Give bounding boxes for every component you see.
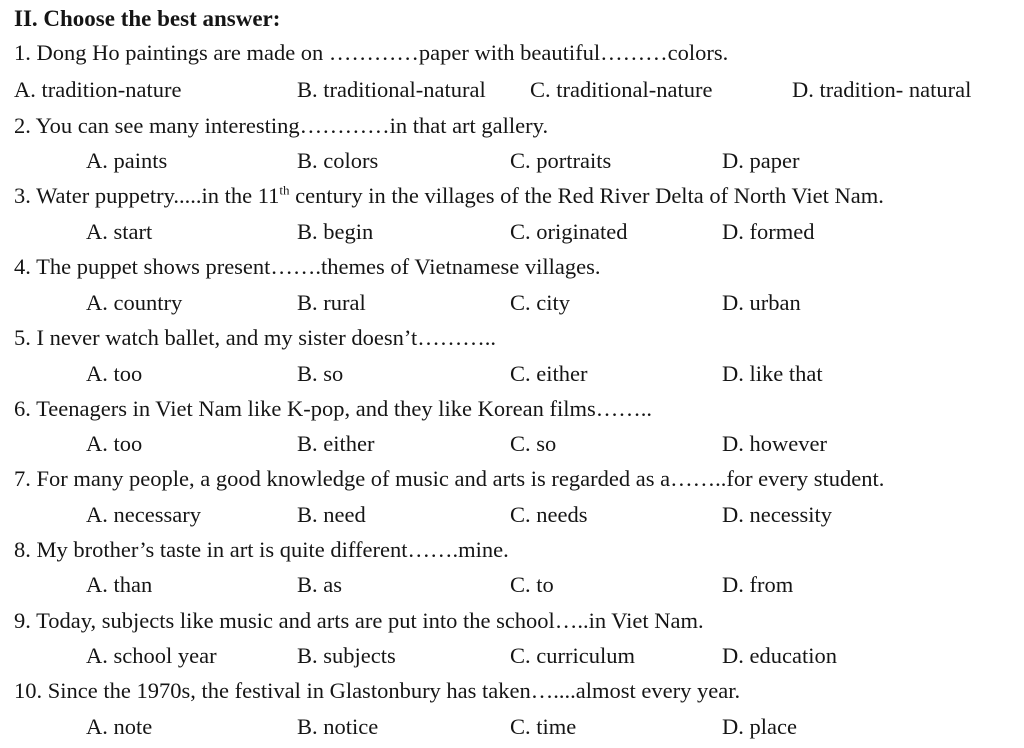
option-a[interactable]: A. necessary [86, 502, 201, 527]
option-c[interactable]: C. either [510, 361, 588, 386]
question-6 [14, 394, 652, 424]
question-number: 3. [14, 183, 31, 208]
question-9 [14, 606, 704, 636]
question-number: 4. [14, 254, 31, 279]
question-text: You can see many interesting…………in that art gallery. [35, 113, 549, 138]
option-b[interactable]: B. as [297, 572, 342, 597]
option-c[interactable]: C. portraits [510, 148, 612, 173]
question-5 [14, 323, 496, 353]
option-c[interactable]: C. originated [510, 219, 628, 244]
question-text: Today, subjects like music and arts are put into the school…..in Viet Nam. [36, 608, 704, 633]
ordinal-suffix: th [279, 182, 290, 198]
option-a[interactable]: A. school year [86, 643, 217, 668]
question-1 [14, 38, 728, 68]
option-b[interactable]: B. begin [297, 219, 374, 244]
question-number: 7. [14, 466, 31, 491]
option-d[interactable]: D. however [722, 431, 827, 456]
question-number: 10. [14, 678, 43, 703]
option-b[interactable]: B. colors [297, 148, 379, 173]
question-text: I never watch ballet, and my sister doesn’t……….. [36, 325, 496, 350]
question-text: For many people, a good knowledge of music and arts is regarded as a……..for every student. [36, 466, 885, 491]
question-8 [14, 535, 509, 565]
question-text-after: century in the villages of the Red River Delta of North Viet Nam. [289, 183, 884, 208]
question-number: 1. [14, 40, 31, 65]
option-d[interactable]: D. formed [722, 219, 815, 244]
option-d[interactable]: D. education [722, 643, 837, 668]
question-3 [14, 181, 884, 211]
question-number: 2. [14, 113, 31, 138]
question-text-before: Water puppetry.....in the 11 [36, 183, 280, 208]
option-a[interactable]: A. country [86, 290, 183, 315]
question-text: Dong Ho paintings are made on …………paper with beautiful………colors. [36, 40, 729, 65]
option-d[interactable]: D. urban [722, 290, 801, 315]
option-c[interactable]: C. needs [510, 502, 588, 527]
option-a[interactable]: A. too [86, 431, 143, 456]
option-c[interactable]: C. so [510, 431, 557, 456]
option-a[interactable]: A. too [86, 361, 143, 386]
option-a[interactable]: A. than [86, 572, 153, 597]
option-c[interactable]: C. curriculum [510, 643, 635, 668]
option-b[interactable]: B. notice [297, 714, 379, 739]
question-number: 5. [14, 325, 31, 350]
option-b[interactable]: B. need [297, 502, 366, 527]
option-c[interactable]: C. time [510, 714, 577, 739]
option-a[interactable]: A. paints [86, 148, 168, 173]
question-text: Since the 1970s, the festival in Glastonbury has taken…....almost every year. [47, 678, 741, 703]
question-number: 8. [14, 537, 31, 562]
question-text: The puppet shows present…….themes of Vietnamese villages. [36, 254, 601, 279]
question-4 [14, 252, 600, 282]
option-a[interactable]: A. tradition-nature [14, 77, 182, 102]
question-text: My brother’s taste in art is quite different…….mine. [36, 537, 509, 562]
option-d[interactable]: D. paper [722, 148, 800, 173]
option-a[interactable]: A. start [86, 219, 153, 244]
question-text: Teenagers in Viet Nam like K-pop, and they like Korean films…….. [36, 396, 652, 421]
question-7 [14, 464, 884, 494]
option-b[interactable]: B. either [297, 431, 375, 456]
option-d[interactable]: D. place [722, 714, 797, 739]
option-c[interactable]: C. traditional-nature [530, 77, 713, 102]
option-d[interactable]: D. necessity [722, 502, 832, 527]
option-a[interactable]: A. note [86, 714, 153, 739]
question-2 [14, 111, 548, 141]
question-number: 9. [14, 608, 31, 633]
option-d[interactable]: D. from [722, 572, 794, 597]
option-b[interactable]: B. subjects [297, 643, 396, 668]
question-10 [14, 676, 740, 706]
question-number: 6. [14, 396, 31, 421]
option-d[interactable]: D. like that [722, 361, 823, 386]
option-c[interactable]: C. city [510, 290, 570, 315]
option-c[interactable]: C. to [510, 572, 554, 597]
option-b[interactable]: B. traditional-natural [297, 77, 486, 102]
option-b[interactable]: B. so [297, 361, 344, 386]
option-b[interactable]: B. rural [297, 290, 366, 315]
section-title: II. Choose the best answer: [14, 6, 281, 31]
option-d[interactable]: D. tradition- natural [792, 77, 972, 102]
